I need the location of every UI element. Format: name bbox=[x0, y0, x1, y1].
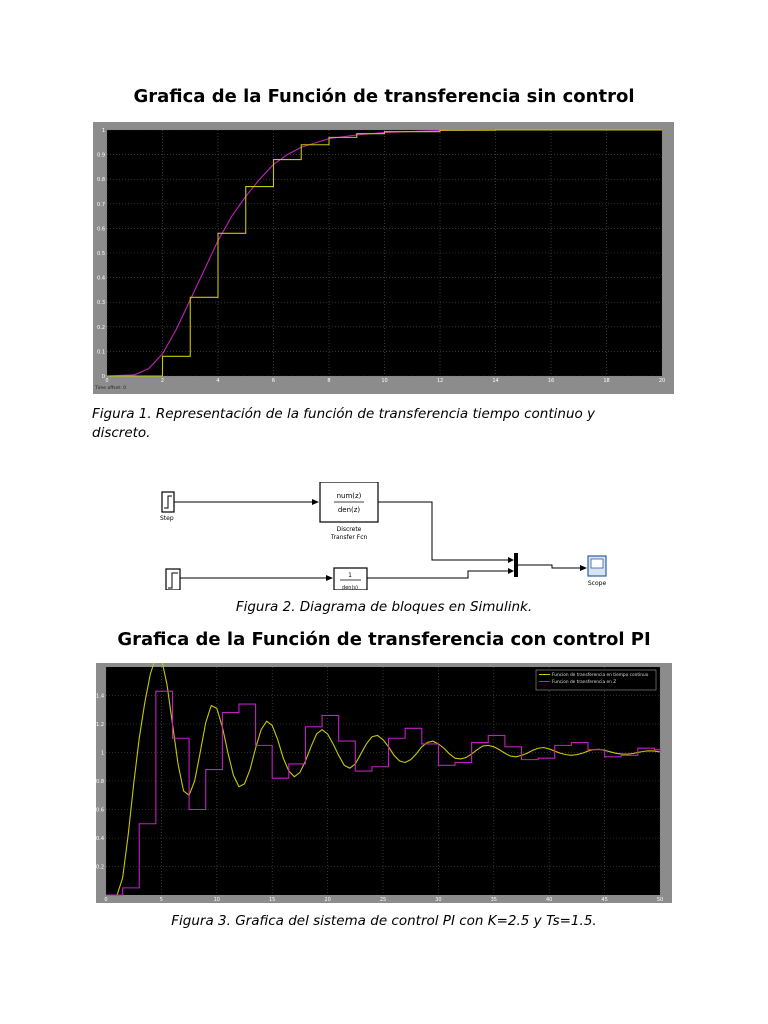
legend-entry: Funcion de transferencia en tiempo continuo bbox=[552, 673, 649, 678]
figure1-plot bbox=[93, 122, 674, 394]
figure3-caption: Figura 3. Grafica del sistema de control PI con K=2.5 y Ts=1.5. bbox=[171, 913, 597, 929]
x-tick-label: 0 bbox=[104, 897, 108, 903]
x-tick-label: 45 bbox=[601, 897, 608, 903]
y-tick-label: 0.4 bbox=[97, 275, 105, 282]
x-tick-label: 4 bbox=[216, 378, 220, 384]
continuous-num-label: 1 bbox=[348, 572, 352, 579]
x-tick-label: 35 bbox=[490, 897, 497, 903]
simulink-diagram-svg bbox=[160, 482, 610, 590]
figure3-chart-svg bbox=[96, 663, 672, 903]
y-tick-label: 0.1 bbox=[97, 349, 105, 356]
x-tick-label: 16 bbox=[547, 378, 555, 384]
x-tick-label: 50 bbox=[656, 897, 664, 903]
figure1-chart-svg bbox=[93, 122, 674, 394]
y-tick-label: 0.9 bbox=[97, 152, 105, 159]
figure1-heading: Grafica de la Función de transferencia sin control bbox=[133, 86, 635, 107]
figure1-caption: Figura 1. Representación de la función de transferencia tiempo continuo y discreto. bbox=[92, 406, 596, 441]
figure3-heading: Grafica de la Función de transferencia con control PI bbox=[117, 629, 651, 650]
y-tick-label: 0.5 bbox=[97, 251, 105, 257]
x-tick-label: 20 bbox=[658, 378, 666, 384]
y-tick-label: 1 bbox=[101, 128, 105, 134]
step-block-label: Step bbox=[160, 515, 174, 522]
x-tick-label: 25 bbox=[379, 897, 387, 903]
x-tick-label: 0 bbox=[105, 378, 109, 384]
x-tick-label: 5 bbox=[159, 897, 163, 903]
scope-label: Scope bbox=[587, 580, 607, 587]
discrete-name-line1: Discrete bbox=[336, 526, 362, 533]
x-tick-label: 30 bbox=[435, 897, 442, 903]
discrete-num-label: num(z) bbox=[336, 492, 362, 500]
mux-block[interactable] bbox=[514, 553, 518, 577]
y-tick-label: 0.2 bbox=[97, 324, 105, 331]
y-tick-label: 1.4 bbox=[96, 693, 104, 700]
y-tick-label: 0.6 bbox=[96, 807, 104, 814]
y-tick-label: 0.8 bbox=[97, 177, 105, 184]
simulink-diagram bbox=[160, 482, 610, 590]
y-tick-label: 1.2 bbox=[96, 722, 104, 728]
x-tick-label: 6 bbox=[271, 378, 276, 384]
time-offset-label: Time offset: 0 bbox=[95, 386, 126, 391]
x-tick-label: 20 bbox=[324, 897, 331, 903]
x-tick-label: 15 bbox=[269, 897, 276, 903]
y-tick-label: 0.2 bbox=[96, 864, 104, 871]
x-tick-label: 40 bbox=[546, 897, 553, 903]
figure3-plot bbox=[96, 663, 672, 903]
x-tick-label: 10 bbox=[381, 378, 388, 384]
x-tick-label: 8 bbox=[327, 378, 331, 384]
discrete-name-line2: Transfer Fcn bbox=[330, 534, 368, 541]
y-tick-label: 0.7 bbox=[97, 201, 105, 208]
y-tick-label: 0.6 bbox=[97, 226, 105, 233]
y-tick-label: 0.8 bbox=[96, 779, 104, 785]
y-tick-label: 1 bbox=[100, 750, 104, 757]
continuous-den-label: den(s) bbox=[342, 585, 358, 590]
y-tick-label: 0.4 bbox=[96, 836, 104, 842]
x-tick-label: 12 bbox=[436, 378, 444, 384]
x-tick-label: 10 bbox=[213, 897, 220, 903]
x-tick-label: 18 bbox=[603, 378, 610, 384]
discrete-den-label: den(z) bbox=[337, 506, 361, 514]
x-tick-label: 14 bbox=[492, 378, 499, 384]
y-tick-label: 0 bbox=[101, 374, 105, 380]
x-tick-label: 2 bbox=[160, 378, 165, 384]
figure2-caption: Figura 2. Diagrama de bloques en Simulink. bbox=[235, 599, 533, 615]
y-tick-label: 0.3 bbox=[97, 300, 105, 307]
step-block-bottom[interactable] bbox=[166, 569, 180, 590]
legend-entry: Funcion de transferencia en Z bbox=[552, 680, 617, 685]
